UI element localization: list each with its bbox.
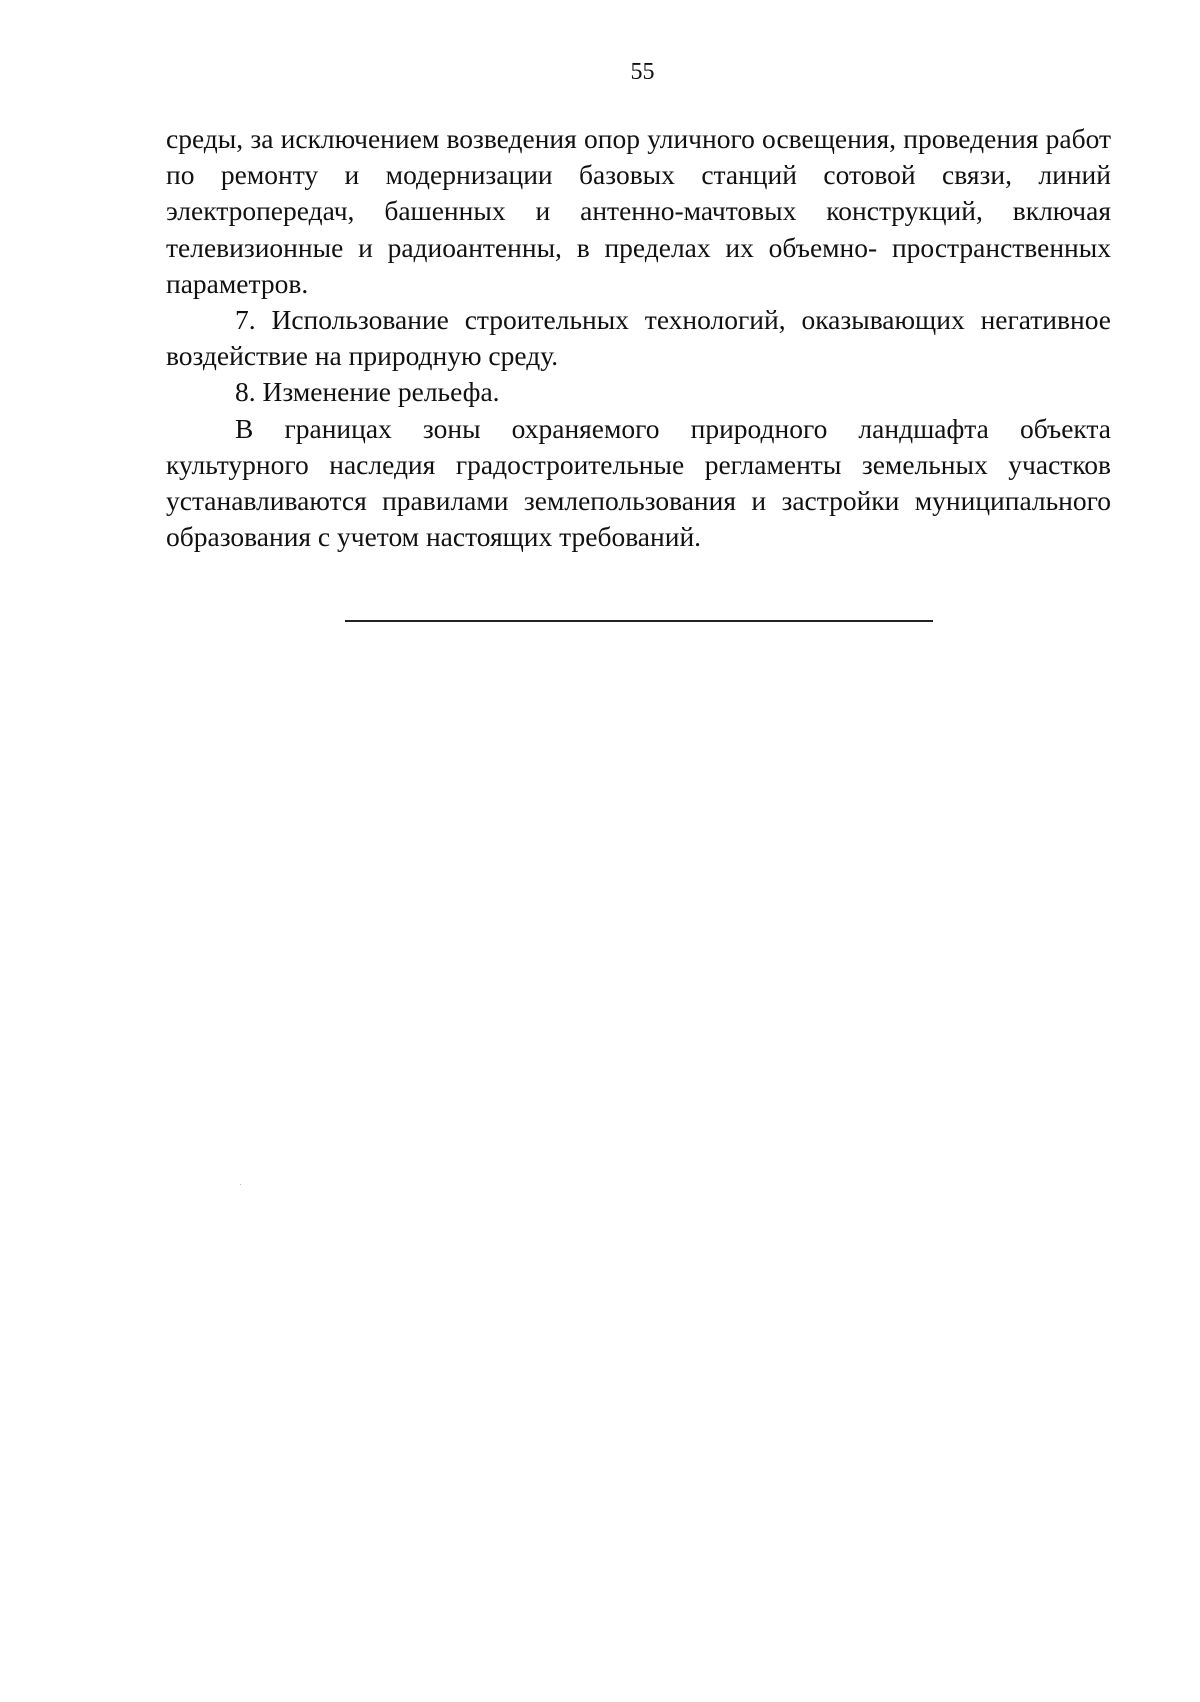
paragraph-item-7: 7. Использование строительных технологий, оказывающих негативное воздействие на природную среду. (166, 304, 1111, 372)
paragraph-landscape-zone: В границах зоны охраняемого природного ландшафта объекта культурного наследия градостроительные регламенты земельных участков устанавливаются правилами землепользования и застройки муниципального образования с учетом настоящих требований. (166, 412, 1111, 553)
page-number: 55 (630, 59, 655, 85)
paragraph-continuation: среды, за исключением возведения опор уличного освещения, проведения работ по ремонту и модернизации базовых станций сотовой связи, линий электропередач, башенных и антенно-мачтовых конструкций, включая телевизионные и радиоантенны, в пределах их объемно- пространственных параметров. (166, 123, 1111, 299)
closing-divider-line (345, 620, 933, 622)
document-body (166, 121, 1111, 555)
scan-speck (240, 1184, 241, 1185)
paragraph-item-8: 8. Изменение рельефа. (235, 376, 500, 408)
